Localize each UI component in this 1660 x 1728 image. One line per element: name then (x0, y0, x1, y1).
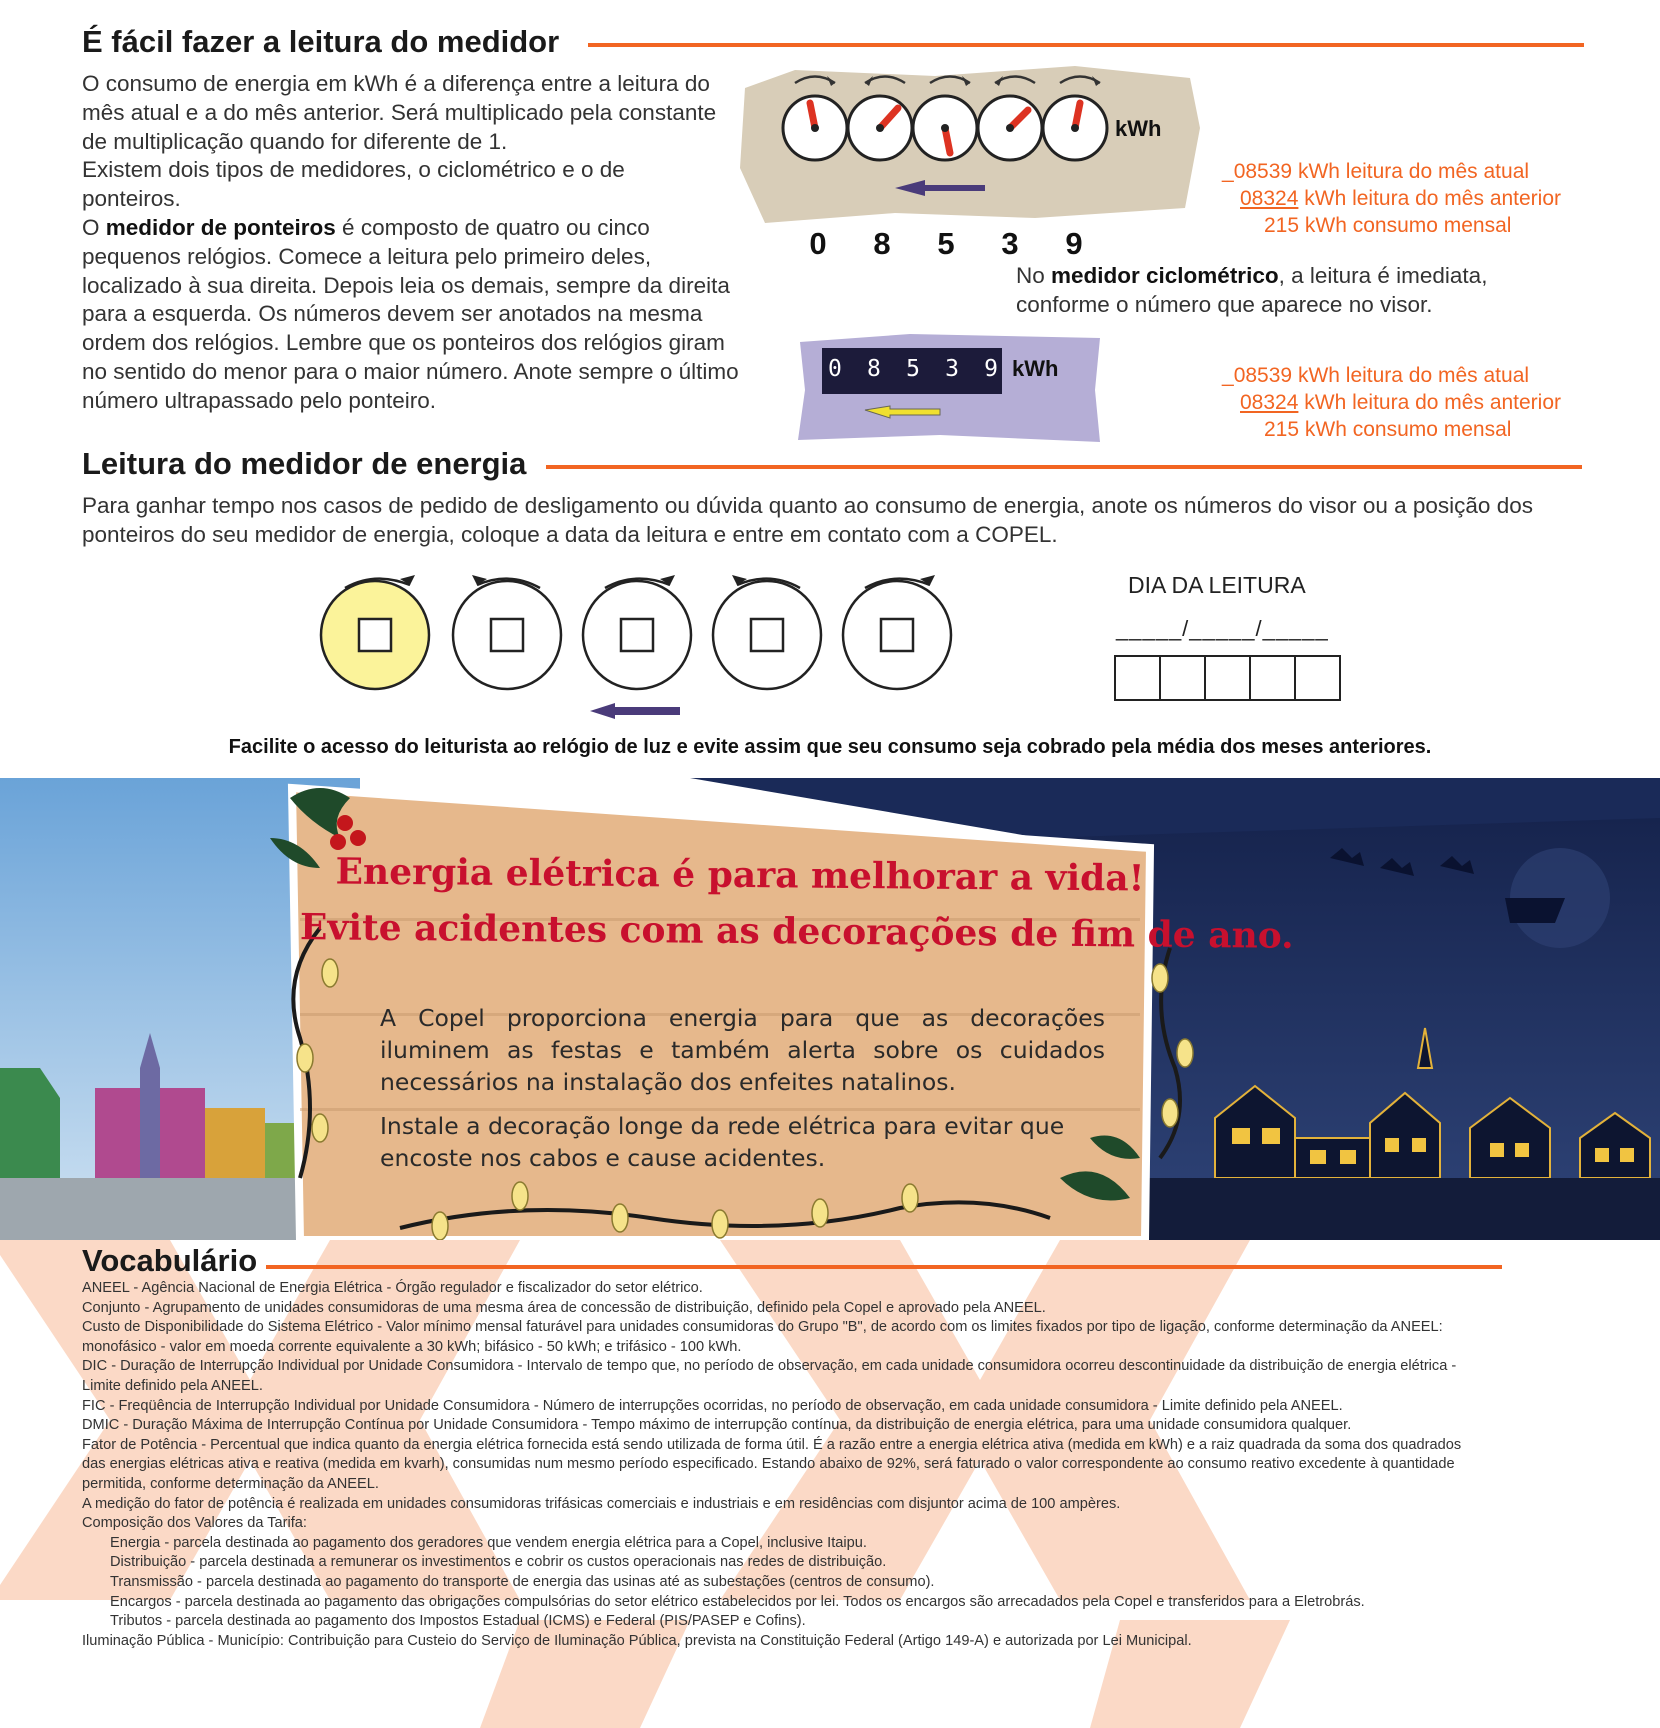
section1-p1: O consumo de energia em kWh é a diferença entre a leitura do mês atual e a do mês anterior. Será multiplicado pela constante de multiplicação quando for diferente de 1. (82, 71, 717, 154)
display-digit: 0 (828, 356, 842, 382)
vocab-entry: Conjunto - Agrupamento de unidades consumidoras de uma mesma área de concessão de distribuição, definido pela Copel e aprovado pela ANEEL. (82, 1299, 1046, 1316)
calc-cyclometric (1222, 362, 1622, 443)
vocab-entry: ANEEL - Agência Nacional de Energia Elétrica - Órgão regulador e fiscalizador do setor elétrico. (82, 1280, 703, 1296)
vocab-entry: Iluminação Pública - Município: Contribuição para Custeio do Serviço de Iluminação Pública, prevista na Constituição Federal (Artigo 149-A) e autorizada por Lei Municipal. (82, 1632, 1192, 1649)
access-notice: Facilite o acesso do leiturista ao relógio de luz e evite assim que seu consumo seja cobrado pela média dos meses anteriores. (228, 736, 1432, 758)
dial-meter-unit: kWh (1115, 116, 1162, 141)
date-box[interactable] (1206, 655, 1251, 701)
vocab-sub-entry: Tributos - parcela destinada ao pagamento dos Impostos Estadual (ICMS) e Federal (PIS/PASEP e Cofins). (110, 1613, 806, 1630)
cyclometric-unit: kWh (1012, 356, 1059, 381)
display-digit: 3 (945, 356, 959, 382)
vocab-sub-entry: Transmissão - parcela destinada ao pagamento do transporte de energia das usinas até as subestações (centros de consumo). (110, 1573, 935, 1590)
vocab-entry: Composição dos Valores da Tarifa: (82, 1515, 307, 1532)
calc-cyclo-previous: 08324 kWh leitura do mês anterior (1240, 391, 1562, 414)
display-digit: 9 (984, 356, 998, 382)
vocab-entry: DMIC - Duração Máxima de Interrupção Contínua por Unidade Consumidora - Tempo máximo de interrupção contínua, da distribuição de energia elétrica, para uma unidade consumidora qualquer. (82, 1417, 1352, 1434)
section1-paragraph (82, 70, 742, 416)
vocab-entry: A medição do fator de potência é realizada em unidades consumidoras trifásicas comerciais e industriais e em residências com disjuntor acima de 100 ampères. (82, 1495, 1121, 1512)
date-box[interactable] (1114, 655, 1161, 701)
vocab-sub-entry: Energia - parcela destinada ao pagamento dos geradores que vendem energia elétrica para a Copel, inclusive Itaipu. (110, 1534, 867, 1551)
calc-dial (1222, 158, 1622, 239)
calc-cyclo-result: 215 kWh consumo mensal (1264, 418, 1512, 441)
banner-title-2: Evite acidentes com as decorações de fim de ano. (299, 906, 1294, 957)
reading-date-boxes[interactable] (1114, 655, 1341, 701)
vocab-list (82, 1279, 1482, 1651)
vocab-entry: Fator de Potência - Percentual que indica quanto da energia elétrica fornecida está sendo utilizada de forma útil. É a razão entre a energia elétrica ativa (medida em kWh) e a raiz quadrada da soma dos quadrados das energias elétricas ativa e reativa (medida em kvarh), consumidas num mesmo período especificado. Estando abaixo de 92%, será faturado o valor correspondente ao consumo reativo excedente à quantidade permitida, conforme determinação da ANEEL. (82, 1436, 1462, 1492)
date-box[interactable] (1251, 655, 1296, 701)
section1-rule (588, 43, 1584, 47)
digit: 9 (1065, 226, 1083, 261)
reading-date-line[interactable]: _____/_____/_____ (1116, 616, 1329, 641)
digit: 8 (873, 226, 891, 261)
dial-meter-illustration (735, 58, 1205, 228)
christmas-banner (0, 778, 1660, 1240)
cyclometric-display (828, 356, 998, 382)
banner-body-1: A Copel proporciona energia para que as decorações iluminem as festas e também alerta sobre os cuidados necessários na instalação dos enfeites natalinos. (380, 1004, 1105, 1096)
section2-text: Para ganhar tempo nos casos de pedido de desligamento ou dúvida quanto ao consumo de energia, anote os números do visor ou a posição dos ponteiros do seu medidor de energia, coloque a data da leitura e entre em contato com a COPEL. (82, 493, 1533, 547)
vocab-entry: Custo de Disponibilidade do Sistema Elétrico - Valor mínimo mensal faturável para unidades consumidoras do Grupo "B", de acordo com os limites fixados por tipo de ligação, conforme determinação da ANEEL: monofásico - valor em moeda corrente equivalente a 30 kWh; bifásico - 50 kWh; e trifásico - 100 kWh. (82, 1319, 1443, 1355)
blank-dials (315, 563, 975, 723)
calc-dial-previous: 08324 kWh leitura do mês anterior (1240, 187, 1562, 210)
section2-rule (546, 465, 1582, 469)
vocab-entry: FIC - Freqüência de Interrupção Individual por Unidade Consumidora - Número de interrupções ocorridas, no período de observação, em cada unidade consumidora - Limite definido pela ANEEL. (82, 1397, 1343, 1414)
section1-p2: Existem dois tipos de medidores, o ciclométrico e o de ponteiros. (82, 157, 625, 212)
digit: 3 (1001, 226, 1019, 261)
cyclometric-meter-illustration (790, 330, 1105, 448)
reading-date-label: DIA DA LEITURA (1128, 572, 1306, 598)
section1-title: É fácil fazer a leitura do medidor (82, 24, 560, 59)
pointer-meter-term: medidor de ponteiros (105, 214, 336, 240)
dial-reading-digits (786, 226, 1106, 262)
calc-dial-current: _08539 kWh leitura do mês atual (1222, 160, 1530, 183)
calc-cyclo-current: _08539 kWh leitura do mês atual (1222, 364, 1530, 387)
vocab-rule (266, 1265, 1502, 1269)
cyclometric-meter-graphic (790, 330, 1105, 448)
vocab-entry: DIC - Duração de Interrupção Individual por Unidade Consumidora - Intervalo de tempo que, no período de observação, em cada unidade consumidora ocorreu descontinuidade da distribuição de energia elétrica - Limite definido pela ANEEL. (82, 1358, 1457, 1394)
cyclometric-text: No medidor ciclométrico, a leitura é imediata, conforme o número que aparece no visor. (1016, 263, 1488, 317)
banner-title-1: Energia elétrica é para melhorar a vida! (335, 850, 1145, 900)
cyclometric-term: medidor ciclométrico (1051, 263, 1279, 288)
dial-meter-graphic (735, 58, 1205, 228)
vocab-sub-entry: Distribuição - parcela destinada a remunerar os investimentos e cobrir os custos operacionais nas redes de distribuição. (110, 1554, 887, 1571)
section2-title: Leitura do medidor de energia (82, 446, 527, 481)
blank-dials-graphic (315, 563, 975, 723)
date-box[interactable] (1296, 655, 1341, 701)
display-digit: 5 (906, 356, 920, 382)
banner-body-2: Instale a decoração longe da rede elétrica para evitar que encoste nos cabos e cause acidentes. (380, 1112, 1065, 1172)
digit: 0 (809, 226, 827, 261)
digit: 5 (937, 226, 955, 261)
vocab-sub-entry: Encargos - parcela destinada ao pagamento das obrigações compulsórias do setor elétrico estabelecidos por lei. Todos os encargos são arrecadados pela Copel e transferidos para a Eletrobrás. (110, 1593, 1365, 1610)
display-digit: 8 (867, 356, 881, 382)
date-box[interactable] (1161, 655, 1206, 701)
section1-p3: O medidor de ponteiros é composto de quatro ou cinco pequenos relógios. Comece a leitura pelo primeiro deles, localizado à sua direita. Depois leia os demais, sempre da direita para a esquerda. Os números devem ser anotados na mesma ordem dos relógios. Lembre que os ponteiros dos relógios giram no sentido do menor para o maior número. Anote sempre o último número ultrapassado pelo ponteiro. (82, 214, 739, 413)
calc-dial-result: 215 kWh consumo mensal (1264, 214, 1512, 237)
vocab-title: Vocabulário (82, 1243, 258, 1278)
